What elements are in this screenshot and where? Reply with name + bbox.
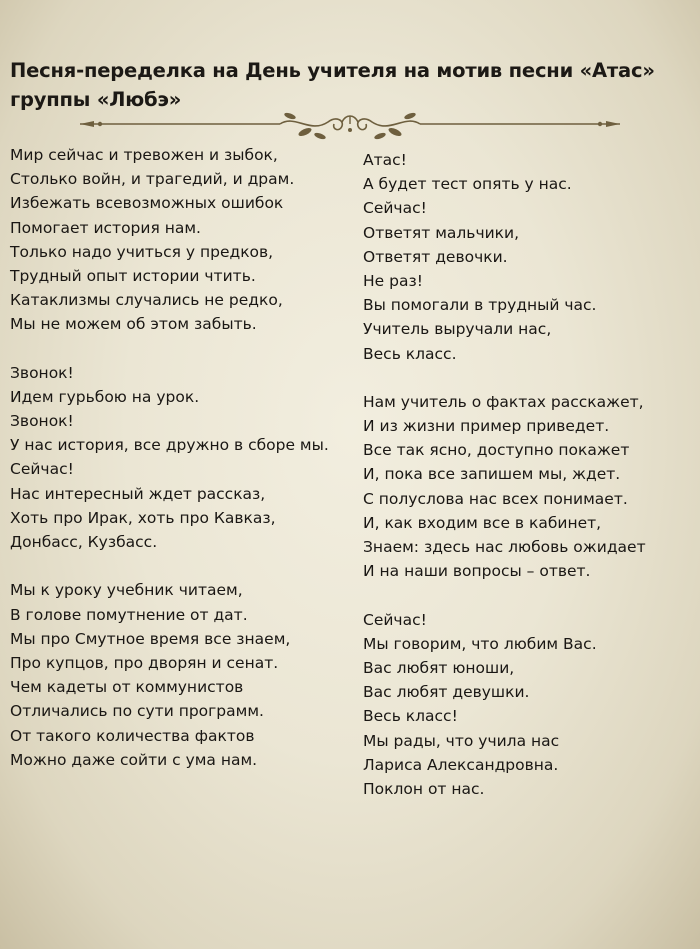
poem-line: Мы рады, что учила нас <box>363 731 560 750</box>
poem-line: Нас интересный ждет рассказ, <box>10 484 266 503</box>
poem-line: Весь класс. <box>363 344 457 363</box>
poem-line: Мы не можем об этом забыть. <box>10 315 257 334</box>
poem-line: Помогает история нам. <box>10 218 201 237</box>
poem-line: Сейчас! <box>363 610 427 629</box>
poem-line: Мы к уроку учебник читаем, <box>10 581 243 600</box>
poem-line: А будет тест опять у нас. <box>363 175 572 194</box>
stanza <box>363 390 646 584</box>
poem-line: С полуслова нас всех понимает. <box>363 489 628 508</box>
poem-line: Про купцов, про дворян и сенат. <box>10 653 279 672</box>
stanza <box>363 148 646 366</box>
poem-line: Только надо учиться у предков, <box>10 242 274 261</box>
poem-line: Вас любят девушки. <box>363 683 530 702</box>
poem-line: Хоть про Ирак, хоть про Кавказ, <box>10 508 276 527</box>
poem-line: Избежать всевозможных ошибок <box>10 194 284 213</box>
poem-line: Сейчас! <box>363 199 427 218</box>
right-column <box>363 148 646 825</box>
poem-line: Мир сейчас и тревожен и зыбок, <box>10 146 278 164</box>
poem-line: Мы говорим, что любим Вас. <box>363 634 597 653</box>
poem-line: Мы про Смутное время все знаем, <box>10 629 291 648</box>
poem-line: В голове помутнение от дат. <box>10 605 248 624</box>
poem-line: Не раз! <box>363 271 423 290</box>
poem-line: От такого количества фактов <box>10 726 255 745</box>
stanza <box>10 578 329 772</box>
poem-line: Сейчас! <box>10 460 74 479</box>
poem-line: Учитель выручали нас, <box>363 320 552 339</box>
poem-line: И на наши вопросы – ответ. <box>363 562 591 581</box>
poem-line: И, пока все запишем мы, ждет. <box>363 465 621 484</box>
stanza <box>10 143 329 337</box>
poem-line: Ответят мальчики, <box>363 223 520 242</box>
poem-line: Все так ясно, доступно покажет <box>363 441 630 460</box>
poem-line: Донбасс, Кузбасс. <box>10 533 158 551</box>
poem-line: Чем кадеты от коммунистов <box>10 678 244 697</box>
poem-line: Можно даже сойти с ума нам. <box>10 750 258 769</box>
poem-line: Идем гурьбою на урок. <box>10 387 200 406</box>
poem-line: Катаклизмы случались не редко, <box>10 291 283 310</box>
poem-line: Вы помогали в трудный час. <box>363 296 597 315</box>
poem-line: Вас любят юноши, <box>363 658 515 677</box>
poem-line: Трудный опыт истории чтить. <box>10 266 256 285</box>
poem-line: Лариса Александровна. <box>363 755 559 774</box>
stanza <box>10 361 329 555</box>
poem-line: И, как входим все в кабинет, <box>363 513 602 532</box>
poem-line: Атас! <box>363 151 407 169</box>
stanza <box>363 608 646 802</box>
left-column <box>10 143 329 796</box>
poem-line: Знаем: здесь нас любовь ожидает <box>363 538 646 556</box>
poem-line: Звонок! <box>10 363 74 382</box>
poem-line: Столько войн, и трагедий, и драм. <box>10 170 295 189</box>
poem-line: Ответят девочки. <box>363 247 508 266</box>
poem-line: У нас история, все дружно в сборе мы. <box>10 436 329 455</box>
page-title: Песня-переделка на День учителя на мотив песни «Атас» группы «Любэ» <box>10 59 655 111</box>
poem-line: И из жизни пример приведет. <box>363 417 610 436</box>
poem-line: Поклон от нас. <box>363 779 485 798</box>
poem-line: Весь класс! <box>363 707 458 726</box>
poem-line: Нам учитель о фактах расскажет, <box>363 392 644 411</box>
poem-line: Отличались по сути программ. <box>10 702 264 721</box>
poem-line: Звонок! <box>10 412 74 431</box>
